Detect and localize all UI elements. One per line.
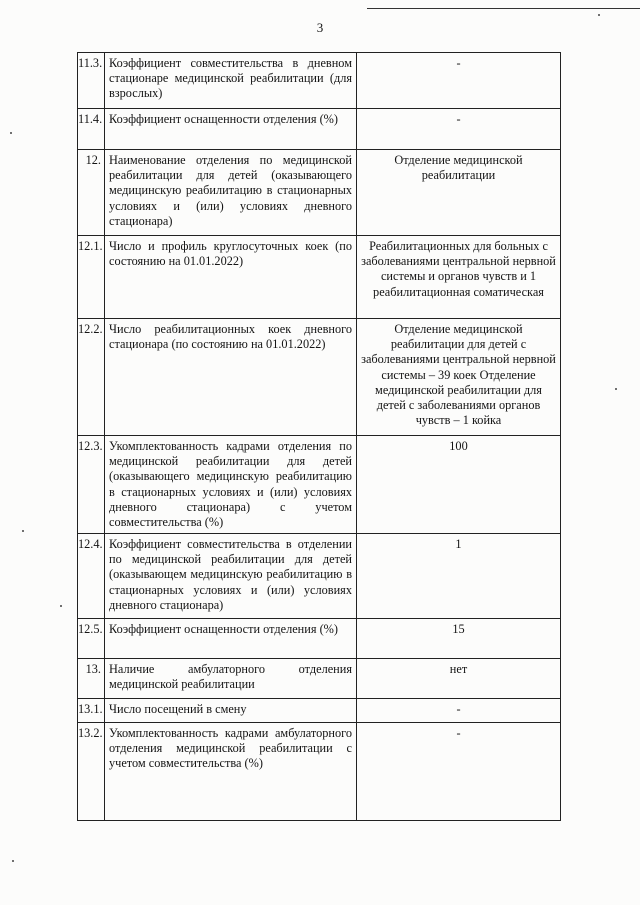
row-number: 13. xyxy=(78,659,105,699)
row-value: нет xyxy=(357,659,561,699)
row-label: Число и профиль круглосуточных коек (по состоянию на 01.01.2022) xyxy=(105,236,357,319)
table-row xyxy=(78,436,561,534)
row-value: Реабилитационных для больных с заболеваниями центральной нервной системы и органов чувств и 1 реабилитационная соматическая xyxy=(357,236,561,319)
scan-speck xyxy=(12,860,14,862)
row-value: 1 xyxy=(357,534,561,619)
table-row xyxy=(78,236,561,319)
row-label: Наличие амбулаторного отделения медицинской реабилитации xyxy=(105,659,357,699)
row-number: 11.3. xyxy=(78,53,105,109)
row-label: Число реабилитационных коек дневного стационара (по состоянию на 01.01.2022) xyxy=(105,319,357,436)
page-number: 3 xyxy=(316,20,324,35)
row-label: Коэффициент совместительства в дневном стационаре медицинской реабилитации (для взрослых) xyxy=(105,53,357,109)
scan-top-rule xyxy=(367,8,640,9)
row-value: - xyxy=(357,109,561,150)
row-number: 12.2. xyxy=(78,319,105,436)
row-value: 100 xyxy=(357,436,561,534)
table-row xyxy=(78,150,561,236)
table-row xyxy=(78,619,561,659)
table-row xyxy=(78,534,561,619)
scan-speck xyxy=(615,388,617,390)
row-value: 15 xyxy=(357,619,561,659)
row-value: - xyxy=(357,53,561,109)
row-label: Наименование отделения по медицинской реабилитации для детей (оказывающего медицинскую реабилитацию в стационарных условиях и (или) условиях дневного стационара) xyxy=(105,150,357,236)
row-label: Укомплектованность кадрами амбулаторного отделения медицинской реабилитации с учетом совместительства (%) xyxy=(105,723,357,821)
table-row xyxy=(78,53,561,109)
row-value: - xyxy=(357,723,561,821)
table-row xyxy=(78,723,561,821)
indicators-table xyxy=(77,52,561,821)
row-number: 13.1. xyxy=(78,699,105,723)
row-number: 13.2. xyxy=(78,723,105,821)
table-row xyxy=(78,109,561,150)
row-label: Число посещений в смену xyxy=(105,699,357,723)
row-number: 12.5. xyxy=(78,619,105,659)
scan-speck xyxy=(60,605,62,607)
table-row xyxy=(78,659,561,699)
row-label: Коэффициент оснащенности отделения (%) xyxy=(105,109,357,150)
row-value: Отделение медицинской реабилитации для детей с заболеваниями центральной нервной системы – 39 коек Отделение медицинской реабилитации для детей с заболеваниями органов чувств – 1 койка xyxy=(357,319,561,436)
row-number: 12.1. xyxy=(78,236,105,319)
table-row xyxy=(78,699,561,723)
table-row xyxy=(78,319,561,436)
scan-speck xyxy=(10,132,12,134)
row-number: 12.4. xyxy=(78,534,105,619)
row-number: 11.4. xyxy=(78,109,105,150)
row-label: Укомплектованность кадрами отделения по медицинской реабилитации для детей (оказывающего медицинскую реабилитацию в стационарных условиях и (или) условиях дневного стационара) с учетом совместительства (%) xyxy=(105,436,357,534)
row-label: Коэффициент оснащенности отделения (%) xyxy=(105,619,357,659)
scan-speck xyxy=(598,14,600,16)
row-number: 12.3. xyxy=(78,436,105,534)
row-number: 12. xyxy=(78,150,105,236)
row-value: - xyxy=(357,699,561,723)
row-value: Отделение медицинской реабилитации xyxy=(357,150,561,236)
row-label: Коэффициент совместительства в отделении по медицинской реабилитации для детей (оказывающем медицинскую реабилитацию в стационарных условиях и (или) условиях дневного стационара) xyxy=(105,534,357,619)
scan-speck xyxy=(22,530,24,532)
